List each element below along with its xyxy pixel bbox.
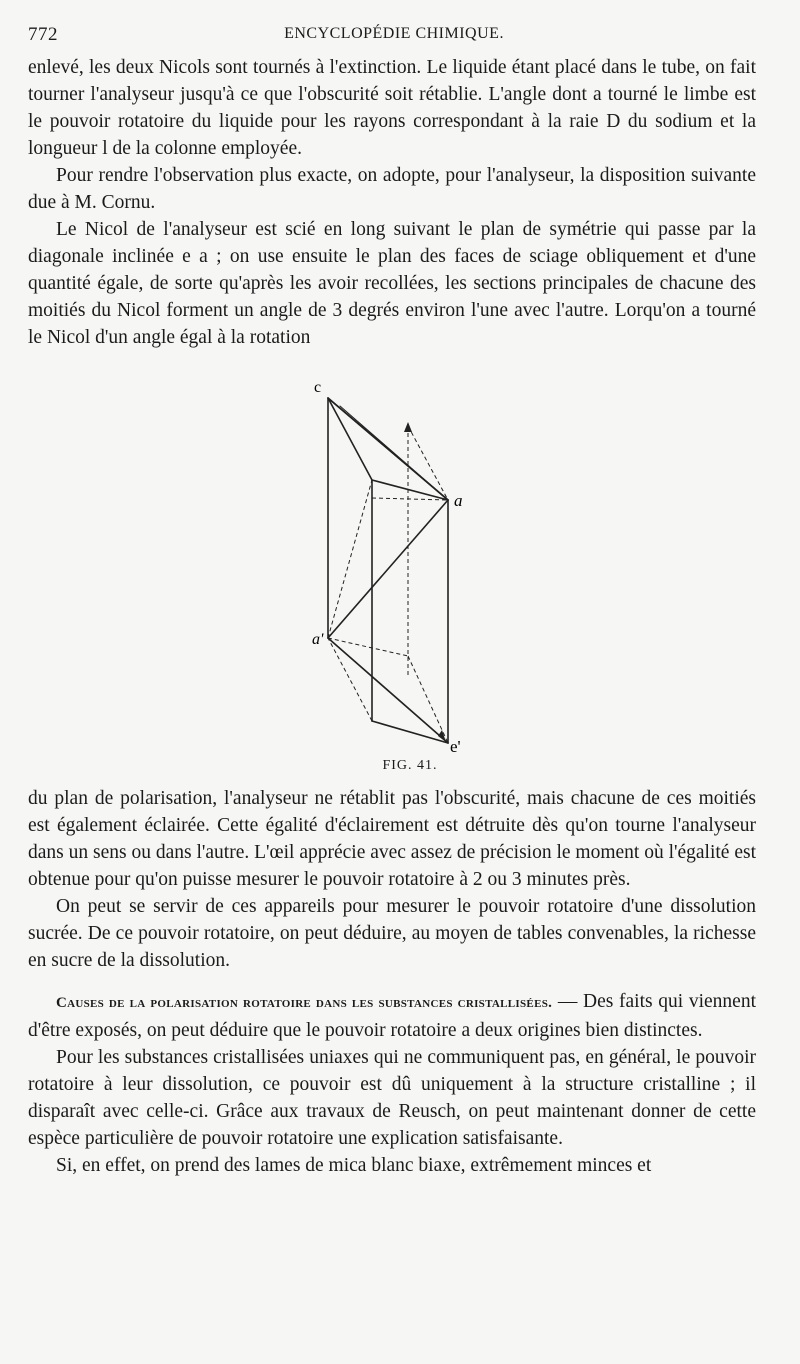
section-line (328, 500, 448, 638)
label-e-prime: e' (450, 737, 461, 756)
label-a: a (454, 491, 463, 510)
figure-41 (300, 378, 500, 763)
dashed-line (328, 638, 408, 656)
paragraph: Pour rendre l'observation plus exacte, on adopte, pour l'analyseur, la disposition suivante due à M. Cornu. (28, 165, 756, 213)
paragraph: Si, en effet, on prend des lames de mica blanc biaxe, extrêmement minces et (56, 1155, 652, 1176)
dashed-line (408, 426, 448, 500)
figure-caption: FIG. 41. (382, 758, 438, 773)
label-c: c (314, 379, 322, 396)
paragraph: Le Nicol de l'analyseur est scié en long suivant le plan de symétrie qui passe par la diagonale inclinée e a ; on use ensuite le plan des faces de sciage obliquement et d'une quantité égale, de sorte qu'après les avoir recollées, les sections principales de chacune des moitiés du Nicol forment un angle de 3 degrés environ l'une avec l'autre. Lorqu'on a tourné le Nicol d'un angle égal à la rotation (28, 219, 756, 348)
text-block-top (28, 54, 756, 351)
page-number: 772 (28, 24, 58, 45)
section-heading: Causes de la polarisation rotatoire dans les substances cristallisées. (56, 995, 553, 1011)
dashed-line (328, 638, 372, 721)
section-paragraph (28, 988, 756, 1044)
paragraph: enlevé, les deux Nicols sont tournés à l'extinction. Le liquide étant placé dans le tube, on fait tourner l'analyseur jusqu'à ce que l'obscurité soit rétablie. L'angle dont a tourné le limbe est le pouvoir rotatoire du liquide pour les rayons correspondant à la raie D du sodium et la longueur l de la colonne employée. (28, 57, 756, 159)
paragraph: On peut se servir de ces appareils pour mesurer le pouvoir rotatoire d'une dissolution sucrée. De ce pouvoir rotatoire, on peut déduire, au moyen de tables convenables, la richesse en sucre de la dissolution. (28, 896, 756, 971)
section-dash: — (552, 991, 584, 1012)
arrow-head (404, 422, 412, 432)
dashed-line (328, 638, 448, 743)
running-title: ENCYCLOPÉDIE CHIMIQUE. (284, 25, 504, 42)
section-lead: Des faits qui viennent d'être exposés, on peut déduire que le pouvoir rotatoire a deux origines bien distinctes. (28, 991, 756, 1041)
text-block-bottom (28, 785, 756, 1179)
dashed-line (372, 498, 448, 500)
page-header (28, 18, 760, 48)
prism-edge (328, 398, 372, 480)
dashed-line (408, 656, 448, 743)
paragraph: Pour les substances cristallisées uniaxes qui ne communiquent pas, en général, le pouvoir rotatoire à leur dissolution, ce pouvoir est dû uniquement à la structure cristalline ; il disparaît avec celle-ci. Grâce aux travaux de Reusch, on peut maintenant donner de cette espèce particulière de pouvoir rotatoire une explication satisfaisante. (28, 1047, 756, 1149)
paragraph: du plan de polarisation, l'analyseur ne rétablit pas l'obscurité, mais chacune de ces moitiés est également éclairée. Cette égalité d'éclairement est détruite dès qu'on tourne l'analyseur dans un sens ou dans l'autre. L'œil apprécie avec assez de précision le moment où l'égalité est obtenue pour qu'on puisse mesurer le pouvoir rotatoire à 2 ou 3 minutes près. (28, 788, 757, 890)
dashed-line (328, 480, 372, 638)
label-a-prime: a' (312, 631, 324, 648)
